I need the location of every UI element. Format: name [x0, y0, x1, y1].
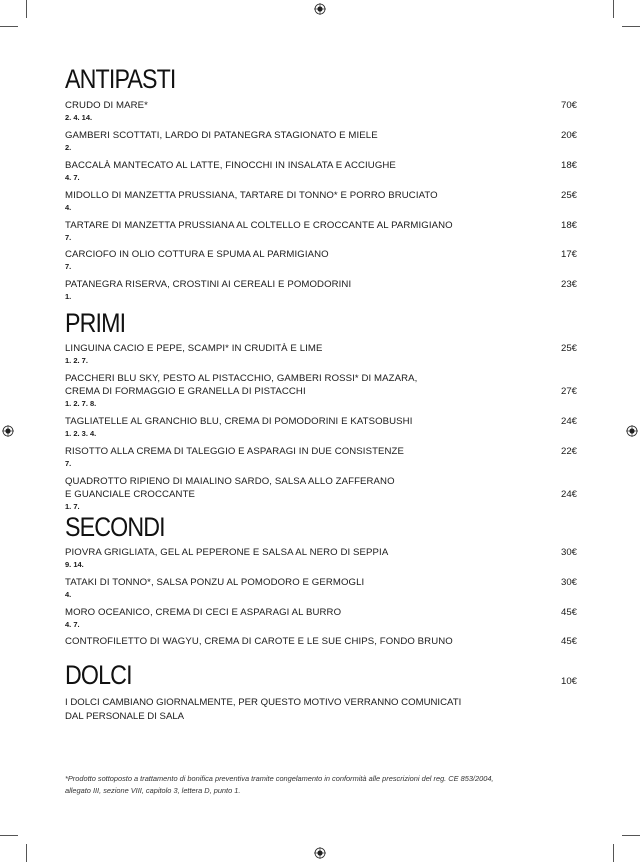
- section-title-antipasti: ANTIPASTI: [65, 64, 176, 94]
- item-price: 22€: [560, 446, 577, 457]
- section-title-secondi: SECONDI: [65, 512, 165, 542]
- registration-mark-icon: [314, 847, 326, 859]
- item-price: 25€: [560, 343, 577, 354]
- item-name-line-2: E GUANCIALE CROCCANTE: [65, 489, 196, 500]
- item-name: MORO OCEANICO, CREMA DI CECI E ASPARAGI AL BURRO: [65, 607, 342, 618]
- menu-item: [65, 445, 577, 469]
- menu-item: [65, 129, 577, 153]
- crop-mark-top-left-h: [0, 26, 18, 27]
- item-price: 30€: [560, 547, 577, 558]
- item-allergens: 1.: [65, 292, 72, 301]
- item-price: 18€: [560, 220, 577, 231]
- item-name-line-1: PACCHERI BLU SKY, PESTO AL PISTACCHIO, GAMBERI ROSSI* DI MAZARA,: [65, 373, 418, 384]
- item-name: TATAKI DI TONNO*, SALSA PONZU AL POMODORO E GERMOGLI: [65, 577, 365, 588]
- menu-item: [65, 415, 577, 439]
- item-name: CRUDO DI MARE*: [65, 100, 148, 111]
- item-allergens: 7.: [65, 262, 72, 271]
- item-allergens: 1. 2. 7.: [65, 356, 88, 365]
- dolci-note-line-2: DAL PERSONALE DI SALA: [65, 711, 185, 722]
- item-name: PATANEGRA RISERVA, CROSTINI AI CEREALI E POMODORINI: [65, 279, 352, 290]
- item-price: 27€: [560, 386, 577, 397]
- item-allergens: 7.: [65, 233, 72, 242]
- item-price: 18€: [560, 160, 577, 171]
- item-allergens: 4.: [65, 590, 72, 599]
- item-allergens: 4. 7.: [65, 173, 80, 182]
- item-price: 10€: [560, 676, 577, 687]
- item-allergens: 9. 14.: [65, 560, 84, 569]
- registration-mark-icon: [314, 3, 326, 15]
- crop-mark-bottom-left-h: [0, 835, 18, 836]
- menu-item: [65, 635, 577, 648]
- item-allergens: 7.: [65, 459, 72, 468]
- item-price: 70€: [560, 100, 577, 111]
- item-name: CONTROFILETTO DI WAGYU, CREMA DI CAROTE E LE SUE CHIPS, FONDO BRUNO: [65, 636, 453, 647]
- item-allergens: 4.: [65, 203, 72, 212]
- menu-item: [65, 606, 577, 630]
- menu-item: [65, 576, 577, 600]
- item-name: MIDOLLO DI MANZETTA PRUSSIANA, TARTARE DI TONNO* E PORRO BRUCIATO: [65, 190, 438, 201]
- crop-mark-top-right: [613, 0, 614, 18]
- menu-item: [65, 189, 577, 213]
- crop-mark-bottom-right-h: [622, 835, 640, 836]
- dolci-price-row: [65, 675, 577, 689]
- item-allergens: 1. 2. 3. 4.: [65, 429, 97, 438]
- item-price: 23€: [560, 279, 577, 290]
- item-price: 17€: [560, 249, 577, 260]
- item-allergens: 2. 4. 14.: [65, 113, 93, 122]
- footnote: [65, 773, 555, 797]
- item-name-line-1: QUADROTTO RIPIENO DI MAIALINO SARDO, SALSA ALLO ZAFFERANO: [65, 476, 395, 487]
- item-name-line-2: CREMA DI FORMAGGIO E GRANELLA DI PISTACCHI: [65, 386, 306, 397]
- item-price: 20€: [560, 130, 577, 141]
- crop-mark-bottom-right: [613, 844, 614, 862]
- item-allergens: 2.: [65, 143, 72, 152]
- item-name: LINGUINA CACIO E PEPE, SCAMPI* IN CRUDITÀ E LIME: [65, 343, 323, 354]
- footnote-line-2: allegato III, sezione VIII, capitolo 3, lettera D, punto 1.: [65, 786, 241, 795]
- item-price: 30€: [560, 577, 577, 588]
- item-price: 24€: [560, 489, 577, 500]
- item-name: PIOVRA GRIGLIATA, GEL AL PEPERONE E SALSA AL NERO DI SEPPIA: [65, 547, 389, 558]
- menu-item: [65, 159, 577, 183]
- crop-mark-bottom-left: [26, 844, 27, 862]
- menu-item: [65, 248, 577, 272]
- item-price: 45€: [560, 607, 577, 618]
- menu-item: [65, 219, 577, 243]
- item-name: BACCALÀ MANTECATO AL LATTE, FINOCCHI IN INSALATA E ACCIUGHE: [65, 160, 396, 171]
- item-price: 25€: [560, 190, 577, 201]
- section-title-dolci: DOLCI: [65, 660, 132, 690]
- menu-item: [65, 278, 577, 302]
- crop-mark-top-right-h: [622, 26, 640, 27]
- item-name: RISOTTO ALLA CREMA DI TALEGGIO E ASPARAGI IN DUE CONSISTENZE: [65, 446, 405, 457]
- item-name: GAMBERI SCOTTATI, LARDO DI PATANEGRA STAGIONATO E MIELE: [65, 130, 378, 141]
- item-allergens: 1. 2. 7. 8.: [65, 399, 97, 408]
- item-price: 24€: [560, 416, 577, 427]
- item-name: TARTARE DI MANZETTA PRUSSIANA AL COLTELLO E CROCCANTE AL PARMIGIANO: [65, 220, 453, 231]
- menu-item: [65, 546, 577, 570]
- item-name: TAGLIATELLE AL GRANCHIO BLU, CREMA DI POMODORINI E KATSOBUSHI: [65, 416, 413, 427]
- dolci-note: [65, 696, 485, 724]
- crop-mark-top-left: [26, 0, 27, 18]
- item-allergens: 1. 7.: [65, 502, 80, 511]
- menu-item: [65, 475, 577, 512]
- section-title-primi: PRIMI: [65, 308, 126, 338]
- footnote-line-1: *Prodotto sottoposto a trattamento di bonifica preventiva tramite congelamento in conformità alle prescrizioni del reg. CE 853/2004,: [65, 774, 494, 783]
- dolci-note-line-1: I DOLCI CAMBIANO GIORNALMENTE, PER QUESTO MOTIVO VERRANNO COMUNICATI: [65, 697, 462, 708]
- menu-item: [65, 372, 577, 409]
- menu-item: [65, 99, 577, 123]
- registration-mark-icon: [626, 425, 638, 437]
- item-price: 45€: [560, 636, 577, 647]
- registration-mark-icon: [2, 425, 14, 437]
- item-name: CARCIOFO IN OLIO COTTURA E SPUMA AL PARMIGIANO: [65, 249, 329, 260]
- item-allergens: 4. 7.: [65, 620, 80, 629]
- menu-item: [65, 342, 577, 366]
